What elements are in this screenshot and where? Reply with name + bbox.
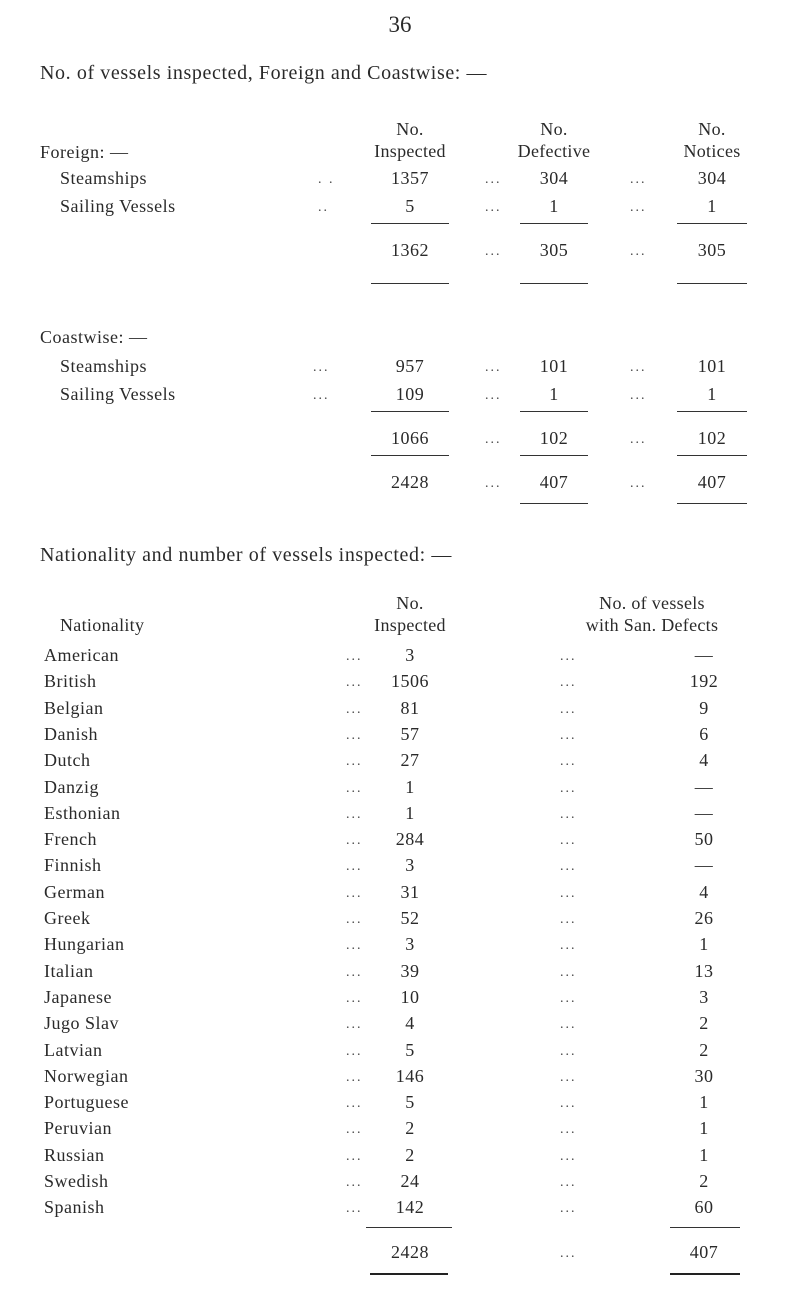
table-row: [0, 1144, 800, 1165]
nationality-name: Latvian: [44, 1039, 103, 1060]
col-header-defective: No. Defective: [517, 119, 591, 161]
rule: [371, 411, 449, 412]
cell-defects: 1: [699, 1092, 709, 1113]
cell-defects: 1: [699, 1144, 709, 1165]
leader-dots: ..: [318, 200, 329, 215]
leader-dots: ...: [313, 388, 330, 403]
leader-dots: ...: [560, 1201, 577, 1217]
rule: [670, 1273, 740, 1275]
nationality-name: Norwegian: [44, 1065, 129, 1086]
leader-dots: ...: [560, 859, 577, 875]
row-label: Sailing Vessels: [60, 196, 176, 216]
cell-defects: 50: [694, 829, 714, 850]
cell-inspected: 57: [400, 723, 420, 744]
nationality-table-title: Nationality and number of vessels inspected: —: [40, 544, 452, 566]
rule: [670, 1227, 740, 1228]
leader-dots: ...: [346, 780, 363, 796]
grand-total-row: [0, 472, 800, 492]
col-header-nationality: Nationality: [60, 615, 145, 635]
leader-dots: ...: [346, 938, 363, 954]
leader-dots: ...: [346, 675, 363, 691]
cell-defects: 2: [699, 1039, 709, 1060]
cell-notices: 1: [707, 384, 717, 404]
table-row: [0, 802, 800, 823]
leader-dots: ...: [630, 172, 647, 187]
table-row: [0, 1171, 800, 1191]
leader-dots: ...: [346, 649, 363, 664]
cell-defective: 305: [539, 240, 569, 260]
table-row: [0, 196, 800, 216]
table-row: [0, 908, 800, 928]
cell-inspected: 1066: [391, 428, 429, 448]
cell-defects: 9: [699, 697, 709, 718]
leader-dots: ...: [485, 388, 502, 403]
table-row: [0, 829, 800, 850]
leader-dots: ...: [560, 1069, 577, 1085]
total-row: [0, 1242, 800, 1262]
leader-dots: ...: [485, 432, 502, 447]
leader-dots: ...: [485, 476, 502, 491]
table-row: [0, 750, 800, 771]
nationality-name: German: [44, 881, 105, 902]
table-row: [0, 986, 800, 1007]
cell-inspected: 3: [405, 855, 415, 876]
leader-dots: ...: [346, 1043, 363, 1059]
nationality-name: Greek: [44, 908, 91, 928]
nationality-name: Hungarian: [44, 934, 125, 955]
cell-inspected: 957: [395, 356, 425, 376]
rule: [370, 1273, 448, 1275]
nationality-name: Danzig: [44, 776, 99, 797]
cell-inspected: 10: [400, 986, 420, 1007]
col-header-notices: No. Notices: [683, 119, 741, 161]
rule: [677, 223, 747, 224]
table-row: [0, 1197, 800, 1218]
cell-defective: 102: [539, 428, 569, 448]
table-row: [0, 776, 800, 797]
leader-dots: ...: [346, 754, 363, 770]
table-row: [0, 1039, 800, 1060]
rule: [520, 223, 588, 224]
leader-dots: ...: [346, 1017, 363, 1033]
leader-dots: ...: [346, 964, 363, 980]
cell-defects: 4: [699, 750, 709, 771]
row-label: Steamships: [60, 356, 148, 376]
cell-inspected: 24: [400, 1171, 420, 1191]
cell-defective: 101: [539, 356, 569, 376]
vessels-table-title: No. of vessels inspected, Foreign and Coastwise: —: [40, 62, 488, 84]
nationality-name: Dutch: [44, 750, 91, 771]
table-row: [0, 855, 800, 876]
table-row: [0, 1092, 800, 1113]
leader-dots: ...: [485, 200, 502, 215]
nationality-name: French: [44, 829, 97, 850]
rule: [677, 503, 747, 504]
cell-defects: —: [694, 776, 714, 797]
leader-dots: ...: [560, 964, 577, 980]
cell-defects: 2: [699, 1171, 709, 1191]
leader-dots: ...: [630, 476, 647, 491]
cell-inspected: 1357: [391, 168, 429, 188]
nationality-name: Finnish: [44, 855, 102, 876]
nationality-name: Belgian: [44, 697, 104, 718]
nationality-name: Russian: [44, 1144, 105, 1165]
table-row: [0, 960, 800, 981]
rule: [371, 283, 449, 284]
table-row: [0, 1065, 800, 1086]
leader-dots: ...: [560, 938, 577, 954]
table-row: [0, 881, 800, 902]
cell-inspected: 109: [395, 384, 425, 404]
cell-defective: 1: [549, 384, 559, 404]
cell-defects: 60: [694, 1197, 714, 1218]
leader-dots: ...: [560, 675, 577, 691]
cell-defective: 407: [539, 472, 569, 492]
cell-defects: 1: [699, 1118, 709, 1139]
cell-defects: 4: [699, 881, 709, 902]
cell-defects: 1: [699, 934, 709, 955]
cell-notices: 101: [697, 356, 727, 376]
cell-inspected: 2428: [391, 1242, 429, 1262]
cell-inspected: 1362: [391, 240, 429, 260]
leader-dots: ...: [560, 1122, 577, 1138]
leader-dots: ...: [560, 1148, 577, 1164]
nationality-name: Peruvian: [44, 1118, 112, 1139]
leader-dots: ...: [346, 1148, 363, 1164]
table-row: [0, 1013, 800, 1034]
nationality-name: Japanese: [44, 986, 112, 1007]
rule: [520, 411, 588, 412]
leader-dots: ...: [560, 754, 577, 770]
leader-dots: ...: [560, 912, 577, 927]
nationality-name: American: [44, 645, 119, 665]
leader-dots: ...: [346, 727, 363, 743]
leader-dots: ...: [346, 1201, 363, 1217]
cell-defects: —: [694, 645, 714, 665]
cell-defects: 2: [699, 1013, 709, 1034]
rule: [371, 223, 449, 224]
cell-inspected: 1: [405, 776, 415, 797]
leader-dots: ...: [560, 1017, 577, 1033]
cell-inspected: 31: [400, 881, 420, 902]
rule: [520, 455, 588, 456]
cell-inspected: 146: [395, 1065, 425, 1086]
nationality-name: British: [44, 671, 97, 692]
cell-notices: 102: [697, 428, 727, 448]
cell-inspected: 2: [405, 1144, 415, 1165]
leader-dots: ...: [560, 885, 577, 901]
leader-dots: ...: [560, 780, 577, 796]
leader-dots: ...: [560, 1175, 577, 1190]
cell-inspected: 1506: [391, 671, 429, 692]
cell-inspected: 5: [405, 1039, 415, 1060]
nationality-name: Italian: [44, 960, 94, 981]
cell-defects: —: [694, 802, 714, 823]
leader-dots: . .: [318, 172, 335, 187]
table-row: [0, 645, 800, 665]
leader-dots: ...: [346, 859, 363, 875]
leader-dots: ...: [346, 912, 363, 927]
cell-defects: 3: [699, 986, 709, 1007]
leader-dots: ...: [560, 649, 577, 664]
cell-inspected: 4: [405, 1013, 415, 1034]
col-header-inspected: No. Inspected: [374, 119, 446, 161]
rule: [677, 283, 747, 284]
leader-dots: ...: [630, 360, 647, 375]
page-number: 36: [388, 12, 412, 37]
subtotal-row: [0, 240, 800, 260]
cell-inspected: 142: [395, 1197, 425, 1218]
nationality-name: Spanish: [44, 1197, 105, 1218]
leader-dots: ...: [346, 1069, 363, 1085]
leader-dots: ...: [313, 360, 330, 375]
leader-dots: ...: [560, 1246, 577, 1261]
leader-dots: ...: [485, 172, 502, 187]
leader-dots: ...: [560, 1043, 577, 1059]
leader-dots: ...: [346, 990, 363, 1006]
table-row: [0, 1118, 800, 1139]
cell-defects: —: [694, 855, 714, 876]
leader-dots: ...: [560, 727, 577, 743]
col-header-defects: No. of vessels with San. Defects: [585, 593, 719, 635]
cell-notices: 1: [707, 196, 717, 216]
table-row: [0, 934, 800, 955]
rule: [677, 455, 747, 456]
cell-defects: 6: [699, 723, 709, 744]
leader-dots: ...: [346, 806, 363, 822]
foreign-section-label: Foreign: —: [40, 142, 129, 162]
cell-inspected: 3: [405, 934, 415, 955]
table-row: [0, 723, 800, 744]
leader-dots: ...: [560, 990, 577, 1006]
rule: [520, 283, 588, 284]
table-row: [0, 168, 800, 188]
cell-defects: 407: [689, 1242, 719, 1262]
table-row: [0, 671, 800, 692]
rule: [366, 1227, 452, 1228]
rule: [677, 411, 747, 412]
cell-inspected: 5: [405, 1092, 415, 1113]
leader-dots: ...: [630, 432, 647, 447]
nationality-name: Esthonian: [44, 802, 121, 823]
cell-inspected: 3: [405, 645, 415, 665]
cell-defects: 30: [694, 1065, 714, 1086]
nationality-name: Swedish: [44, 1171, 109, 1191]
leader-dots: ...: [630, 200, 647, 215]
cell-defective: 1: [549, 196, 559, 216]
cell-inspected: 1: [405, 802, 415, 823]
rule: [520, 503, 588, 504]
nationality-name: Portuguese: [44, 1092, 129, 1113]
cell-inspected: 52: [400, 908, 420, 928]
leader-dots: ...: [346, 885, 363, 901]
leader-dots: ...: [630, 244, 647, 259]
cell-inspected: 81: [400, 697, 420, 718]
nationality-name: Danish: [44, 723, 98, 744]
cell-notices: 407: [697, 472, 727, 492]
cell-defects: 26: [694, 908, 714, 928]
leader-dots: ...: [346, 1122, 363, 1138]
table-row: [0, 697, 800, 718]
leader-dots: ...: [346, 701, 363, 717]
leader-dots: ...: [560, 833, 577, 849]
subtotal-row: [0, 428, 800, 448]
cell-inspected: 39: [400, 960, 420, 981]
leader-dots: ...: [560, 1096, 577, 1112]
table-row: [0, 384, 800, 404]
cell-inspected: 2428: [391, 472, 429, 492]
row-label: Sailing Vessels: [60, 384, 176, 404]
row-label: Steamships: [60, 168, 148, 188]
cell-defects: 192: [689, 671, 719, 692]
leader-dots: ...: [346, 1175, 363, 1190]
cell-notices: 305: [697, 240, 727, 260]
leader-dots: ...: [560, 701, 577, 717]
cell-defects: 13: [694, 960, 714, 981]
cell-inspected: 284: [395, 829, 425, 850]
cell-defective: 304: [539, 168, 569, 188]
table-row: [0, 356, 800, 376]
nationality-name: Jugo Slav: [44, 1013, 120, 1034]
leader-dots: ...: [346, 1096, 363, 1112]
leader-dots: ...: [485, 244, 502, 259]
leader-dots: ...: [560, 806, 577, 822]
coastwise-section-label: Coastwise: —: [40, 327, 148, 347]
leader-dots: ...: [346, 833, 363, 849]
cell-inspected: 5: [405, 196, 415, 216]
cell-notices: 304: [697, 168, 727, 188]
cell-inspected: 2: [405, 1118, 415, 1139]
leader-dots: ...: [630, 388, 647, 403]
cell-inspected: 27: [400, 750, 420, 771]
rule: [371, 455, 449, 456]
col-header-inspected: No. Inspected: [374, 593, 446, 635]
leader-dots: ...: [485, 360, 502, 375]
